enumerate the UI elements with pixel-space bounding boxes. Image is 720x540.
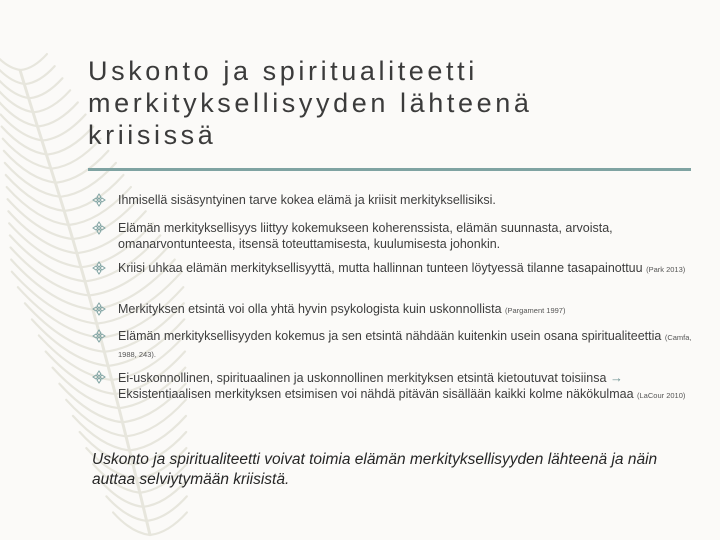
right-arrow-icon: →: [609, 370, 623, 385]
citation: (Park 2013): [646, 265, 686, 274]
citation: (Pargament 1997): [505, 306, 566, 315]
diamond-bullet-icon: [92, 221, 118, 240]
bullet-body: Kriisi uhkaa elämän merkityksellisyyttä, mutta hallinnan tunteen löytyessä tilanne tasapainottuu: [118, 261, 643, 275]
bullet-item: [92, 221, 692, 252]
bullet-text: [118, 221, 692, 252]
bullet-body-continued: Eksistentiaalisen merkityksen etsimisen voi nähdä pitävän sisällään kaikki kolme näkökulmaa: [118, 386, 634, 401]
bullet-item: [92, 370, 692, 403]
bullet-body: Ei-uskonnollinen, spirituaalinen ja uskonnollinen merkityksen etsintä kietoutuvat toisiinsa: [118, 371, 607, 385]
bullet-body: Ihmisellä sisäsyntyinen tarve kokea elämä ja kriisit merkityksellisiksi.: [118, 193, 496, 207]
citation: (Camfa, 1988, 243).: [118, 333, 692, 359]
title-line-1: Uskonto ja spiritualiteetti: [88, 56, 478, 86]
bullet-body: Elämän merkityksellisyyden kokemus ja sen etsintä nähdään kuitenkin usein osana spiritualiteettia: [118, 329, 662, 343]
title-line-2: merkityksellisyyden lähteenä: [88, 88, 533, 118]
title-divider: [88, 168, 691, 171]
bullet-text: [118, 329, 692, 362]
bullet-text: [118, 261, 692, 278]
diamond-bullet-icon: [92, 329, 118, 348]
bullet-body: Merkityksen etsintä voi olla yhtä hyvin psykologista kuin uskonnollista: [118, 302, 502, 316]
bullet-text: [118, 370, 692, 403]
bullet-item: [92, 261, 692, 280]
diamond-bullet-icon: [92, 302, 118, 321]
bullet-body: Elämän merkityksellisyys liittyy kokemukseen koherenssista, elämän suunnasta, arvoista, omanarvontunteesta, itsensä toteuttamisesta, kuulumisesta johonkin.: [118, 221, 613, 251]
title-line-3: kriisissä: [88, 120, 217, 150]
diamond-bullet-icon: [92, 193, 118, 212]
slide-title: [88, 55, 688, 151]
diamond-bullet-icon: [92, 261, 118, 280]
citation: (LaCour 2010): [637, 390, 686, 400]
bullet-text: [118, 193, 692, 209]
bullet-item: [92, 302, 692, 321]
bullet-item: [92, 193, 692, 212]
diamond-bullet-icon: [92, 370, 118, 389]
bullet-item: [92, 329, 692, 362]
conclusion-text: Uskonto ja spiritualiteetti voivat toimia elämän merkityksellisyyden lähteenä ja näin auttaa selviytymään kriisistä.: [92, 451, 658, 488]
bullet-text: [118, 302, 692, 319]
